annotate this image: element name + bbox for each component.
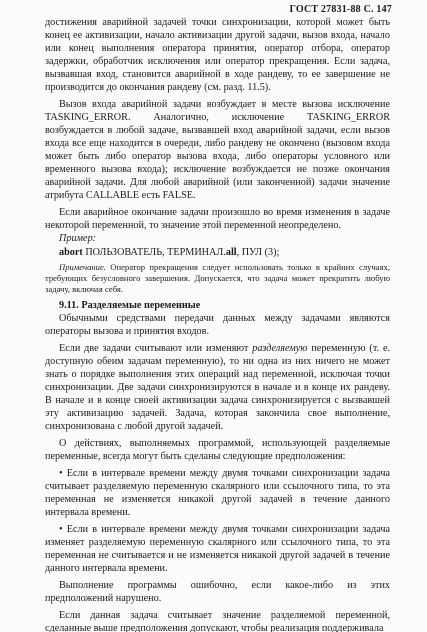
- example-label: Пример:: [59, 233, 97, 244]
- paragraph-means-of-transfer: Обычными средствами передачи данных между задачами являются операторы вызова и принятия входов.: [45, 313, 390, 337]
- page-body: [45, 16, 390, 632]
- paragraph-tasking-error: Вызов входа аварийной задачи возбуждает в месте вызова исключение TASKING_ERROR. Аналогично, исключение TASKING_ERROR возбуждается в любой задаче, вызвавшей вход аварийной задачи, если вызов входа все еще находится в очереди, либо рандеву не окончено (вызовом входа может быть либо оператор вызова входа, либо операторы условного или временного вызова входа); исключение возбуждается не позже окончания аварийной задачи. Для любой аварийной (или законченной) задачи значение атрибута CALLABLE есть FALSE.: [45, 99, 390, 201]
- paragraph-read-implementation: Если данная задача считывает значение разделяемой переменной, сделанные выше предположения допускают, чтобы реализация поддерживала: [45, 610, 390, 632]
- bullet-write-assumption: • Если в интервале времени между двумя точками синхронизации задача изменяет разделяемую переменную скалярного или ссылочного типа, то эта переменная не считывается и не изменяется никакой другой задачей в течение данного интервала времени.: [45, 524, 390, 574]
- paragraph-abort-sync: достижения аварийной задачей точки синхронизации, которой может быть конец ее активизации, начало активизации другой задачи, вызов входа, начало или конец выполнения оператора принятия, оператор отбора, оператор задержки, обработчик исключения или оператор прекращения. Если задача, вызвавшая вход, становится аварийной в ходе рандеву, то ее завершение не производится до окончания рандеву (см. разд. 11.5).: [45, 17, 390, 93]
- all-keyword: all: [225, 247, 237, 258]
- section-heading: 9.11. Разделяемые переменные: [59, 300, 201, 311]
- bullet-read-assumption: • Если в интервале времени между двумя точками синхронизации задача считывает разделяемую переменную скалярного или ссылочного типа, то эта переменная не изменяется никакой другой задачей в течение данного интервала времени.: [45, 468, 390, 518]
- shared-emphasis: разделяемую: [252, 343, 308, 354]
- abort-keyword: abort: [59, 247, 83, 258]
- note-label: Примечание.: [59, 262, 106, 272]
- shared-text-a: Если две задачи считывают или изменяют: [59, 343, 249, 354]
- note-paragraph: [45, 262, 390, 295]
- paragraph-undefined-variable: Если аварийное окончание задачи произошло во время изменения в задаче некоторой переменной, то значение этой переменной неопределено.: [45, 207, 390, 231]
- example-code: [45, 246, 390, 259]
- note-text: Оператор прекращения следует использовать только в крайних случаях, требующих безусловного завершения. Допускается, что задача может прекратить любую задачу, включая себя.: [45, 262, 390, 294]
- paragraph-assumptions: О действиях, выполняемых программой, использующей разделяемые переменные, всегда могут быть сделаны следующие предположения:: [45, 438, 390, 462]
- paragraph-shared-variable: [45, 342, 390, 433]
- abort-tail: , ПУЛ (3);: [236, 247, 280, 258]
- paragraph-erroneous: Выполнение программы ошибочно, если какое-либо из этих предположений нарушено.: [45, 580, 390, 604]
- shared-text-b: переменную (т. е. доступную обеим задачам переменную), то ни одна из них ничего не может знать о порядке выполнения этих операций над переменной, исключая точки синхронизации. Две задачи синхронизируются в начале и в конце их рандеву. В начале и в конце своей активизации задача синхронизируется с вызвавшей эту активизацию задачей. Задача, которая закончила свое выполнение, синхронизована с любой другой задачей.: [45, 343, 391, 432]
- running-head: ГОСТ 27831-88 С. 147: [289, 4, 392, 15]
- abort-targets: ПОЛЬЗОВАТЕЛЬ, ТЕРМИНАЛ.: [85, 247, 226, 258]
